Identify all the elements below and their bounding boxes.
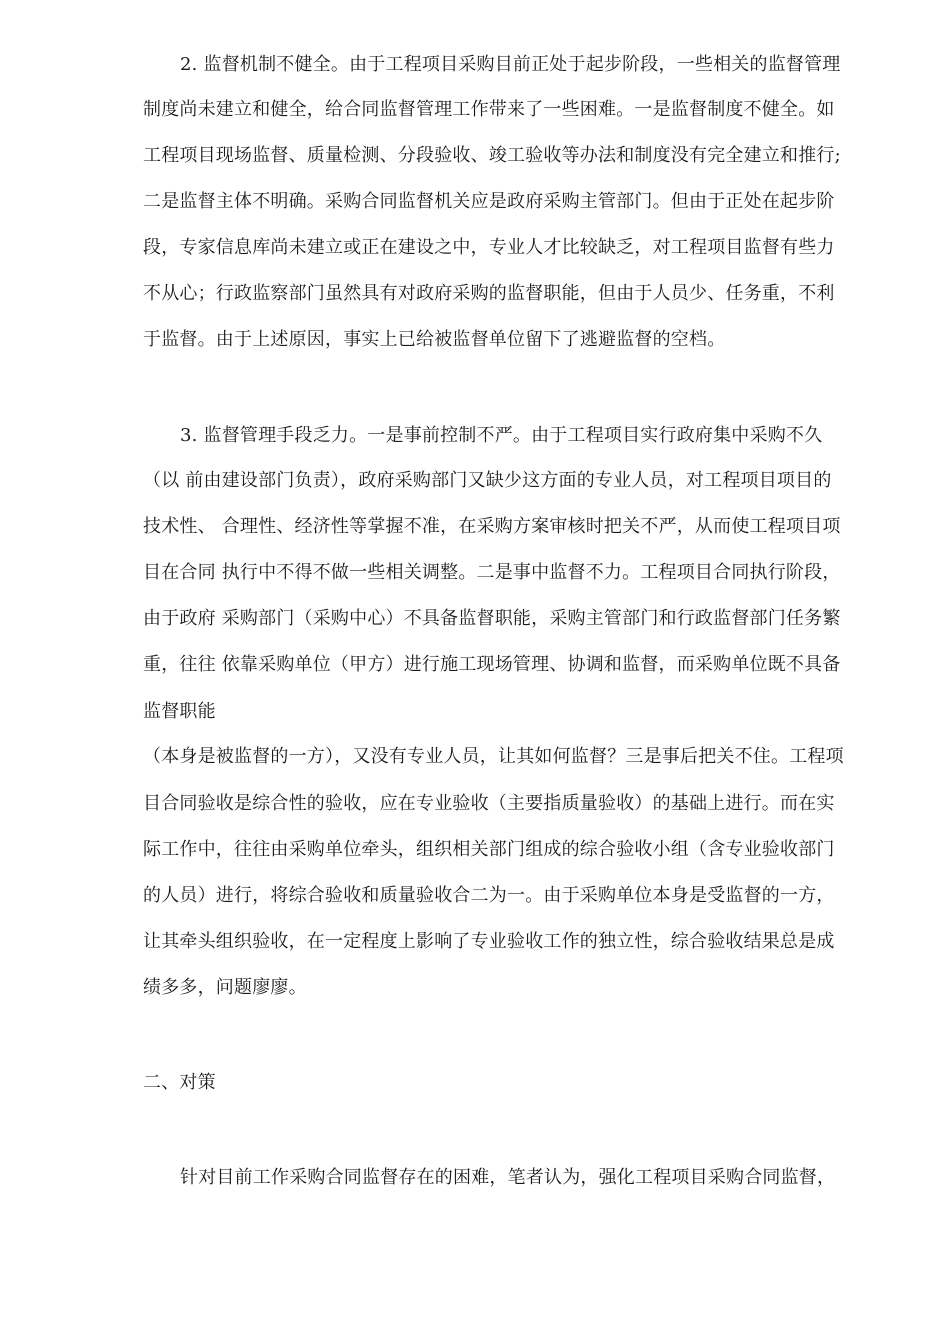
text-line: 目合同验收是综合性的验收，应在专业验收（主要指质量验收）的基础上进行。而在实 [143,793,835,814]
text-line: 工程项目现场监督、质量检测、分段验收、竣工验收等办法和制度没有完全建立和推行; [143,145,841,166]
text-line: 绩多多，问题廖廖。 [143,977,307,998]
text-line: 于监督。由于上述原因，事实上已给被监督单位留下了逃避监督的空档。 [143,329,726,350]
text-line: 制度尚未建立和健全，给合同监督管理工作带来了一些困难。一是监督制度不健全。如 [143,99,835,120]
text-line: （以 前由建设部门负责），政府采购部门又缺少这方面的专业人员，对工程项目项目的 [143,470,832,491]
text-line: 2. 监督机制不健全。由于工程项目采购目前正处于起步阶段，一些相关的监督管理 [180,54,841,75]
text-line: 技术性、 合理性、经济性等掌握不准，在采购方案审核时把关不严，从而使工程项目项 [143,516,841,537]
text-line: 段，专家信息库尚未建立或正在建设之中，专业人才比较缺乏，对工程项目监督有些力 [143,237,835,258]
text-line: 际工作中，往往由采购单位牵头，组织相关部门组成的综合验收小组（含专业验收部门 [143,839,835,860]
text-line: 不从心；行政监察部门虽然具有对政府采购的监督职能，但由于人员少、任务重，不利 [143,283,835,304]
section-heading: 二、对策 [143,1072,216,1093]
text-line: 让其牵头组织验收，在一定程度上影响了专业验收工作的独立性，综合验收结果总是成 [143,931,835,952]
text-line: 针对目前工作采购合同监督存在的困难，笔者认为，强化工程项目采购合同监督， [180,1167,836,1188]
text-line: 由于政府 采购部门（采购中心）不具备监督职能，采购主管部门和行政监督部门任务繁 [143,608,841,629]
text-line: 的人员）进行，将综合验收和质量验收合二为一。由于采购单位本身是受监督的一方， [143,885,835,906]
text-line: 3. 监督管理手段乏力。一是事前控制不严。由于工程项目实行政府集中采购不久 [180,425,823,446]
text-line: 监督职能 [143,701,216,722]
text-line: 二是监督主体不明确。采购合同监督机关应是政府采购主管部门。但由于正处在起步阶 [143,191,835,212]
text-line: 重，往往 依靠采购单位（甲方）进行施工现场管理、协调和监督，而采购单位既不具备 [143,654,841,675]
text-line: 目在合同 执行中不得不做一些相关调整。二是事中监督不力。工程项目合同执行阶段， [143,562,841,583]
text-line: （本身是被监督的一方），又没有专业人员，让其如何监督？三是事后把关不住。工程项 [143,746,844,767]
